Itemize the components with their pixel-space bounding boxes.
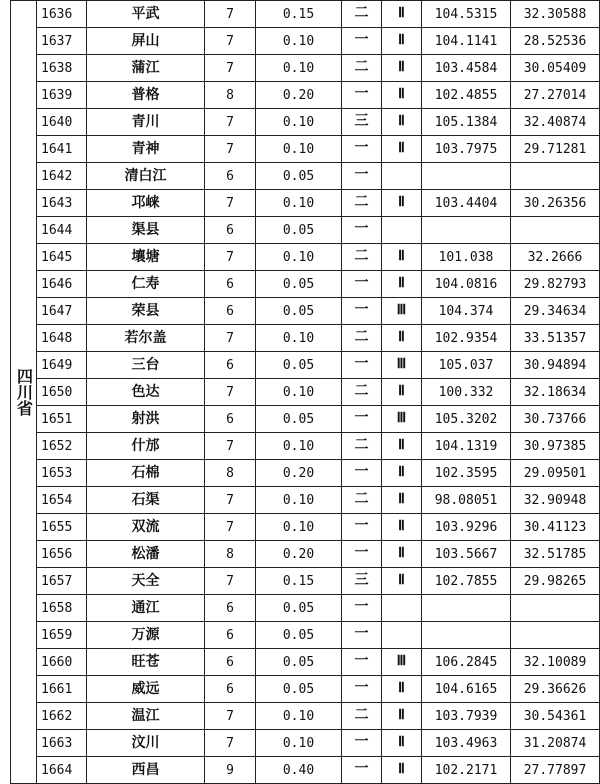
latitude-cell: 30.94894 <box>511 352 600 379</box>
station-code-cell: 1649 <box>37 352 87 379</box>
intensity-cell: 7 <box>205 730 256 757</box>
acceleration-cell: 0.10 <box>256 703 342 730</box>
intensity-cell: 9 <box>205 757 256 784</box>
table-row <box>11 514 600 541</box>
longitude-cell: 106.2845 <box>422 649 511 676</box>
latitude-cell: 31.20874 <box>511 730 600 757</box>
acceleration-cell: 0.20 <box>256 460 342 487</box>
longitude-cell: 102.3595 <box>422 460 511 487</box>
longitude-cell: 103.4584 <box>422 55 511 82</box>
table-row <box>11 244 600 271</box>
station-name-cell: 石棉 <box>87 460 205 487</box>
acceleration-cell: 0.05 <box>256 352 342 379</box>
latitude-cell: 29.71281 <box>511 136 600 163</box>
longitude-cell: 103.7939 <box>422 703 511 730</box>
longitude-cell: 105.1384 <box>422 109 511 136</box>
station-code-cell: 1646 <box>37 271 87 298</box>
intensity-cell: 6 <box>205 271 256 298</box>
intensity-cell: 8 <box>205 460 256 487</box>
longitude-cell: 103.4963 <box>422 730 511 757</box>
latitude-cell <box>511 595 600 622</box>
acceleration-cell: 0.05 <box>256 163 342 190</box>
site-class-cell: Ⅲ <box>382 406 422 433</box>
acceleration-cell: 0.10 <box>256 433 342 460</box>
design-group-cell: 一 <box>342 757 382 784</box>
latitude-cell: 29.82793 <box>511 271 600 298</box>
intensity-cell: 7 <box>205 28 256 55</box>
design-group-cell: 一 <box>342 595 382 622</box>
station-code-cell: 1654 <box>37 487 87 514</box>
latitude-cell: 29.09501 <box>511 460 600 487</box>
station-name-cell: 平武 <box>87 1 205 28</box>
site-class-cell: Ⅱ <box>382 55 422 82</box>
station-code-cell: 1650 <box>37 379 87 406</box>
table-row <box>11 1 600 28</box>
station-code-cell: 1658 <box>37 595 87 622</box>
station-name-cell: 青神 <box>87 136 205 163</box>
design-group-cell: 一 <box>342 163 382 190</box>
site-class-cell <box>382 622 422 649</box>
station-name-cell: 温江 <box>87 703 205 730</box>
acceleration-cell: 0.05 <box>256 298 342 325</box>
intensity-cell: 6 <box>205 595 256 622</box>
acceleration-cell: 0.10 <box>256 109 342 136</box>
acceleration-cell: 0.10 <box>256 325 342 352</box>
intensity-cell: 6 <box>205 163 256 190</box>
station-code-cell: 1655 <box>37 514 87 541</box>
intensity-cell: 7 <box>205 55 256 82</box>
site-class-cell: Ⅱ <box>382 541 422 568</box>
station-name-cell: 色达 <box>87 379 205 406</box>
station-code-cell: 1638 <box>37 55 87 82</box>
station-name-cell: 若尔盖 <box>87 325 205 352</box>
design-group-cell: 二 <box>342 1 382 28</box>
latitude-cell: 32.2666 <box>511 244 600 271</box>
station-name-cell: 西昌 <box>87 757 205 784</box>
design-group-cell: 一 <box>342 28 382 55</box>
acceleration-cell: 0.05 <box>256 649 342 676</box>
site-class-cell <box>382 595 422 622</box>
latitude-cell: 32.40874 <box>511 109 600 136</box>
design-group-cell: 一 <box>342 217 382 244</box>
station-name-cell: 汶川 <box>87 730 205 757</box>
longitude-cell: 102.4855 <box>422 82 511 109</box>
latitude-cell: 33.51357 <box>511 325 600 352</box>
site-class-cell: Ⅱ <box>382 676 422 703</box>
latitude-cell: 27.77897 <box>511 757 600 784</box>
table-row <box>11 676 600 703</box>
station-name-cell: 青川 <box>87 109 205 136</box>
design-group-cell: 一 <box>342 676 382 703</box>
acceleration-cell: 0.10 <box>256 730 342 757</box>
station-code-cell: 1647 <box>37 298 87 325</box>
table-row <box>11 406 600 433</box>
longitude-cell: 102.7855 <box>422 568 511 595</box>
station-code-cell: 1652 <box>37 433 87 460</box>
site-class-cell: Ⅱ <box>382 730 422 757</box>
longitude-cell <box>422 217 511 244</box>
intensity-cell: 6 <box>205 406 256 433</box>
site-class-cell: Ⅲ <box>382 352 422 379</box>
acceleration-cell: 0.05 <box>256 406 342 433</box>
design-group-cell: 一 <box>342 730 382 757</box>
table-row <box>11 433 600 460</box>
design-group-cell: 一 <box>342 406 382 433</box>
design-group-cell: 一 <box>342 514 382 541</box>
longitude-cell <box>422 622 511 649</box>
station-name-cell: 双流 <box>87 514 205 541</box>
latitude-cell <box>511 163 600 190</box>
station-name-cell: 万源 <box>87 622 205 649</box>
station-code-cell: 1636 <box>37 1 87 28</box>
latitude-cell <box>511 622 600 649</box>
station-code-cell: 1659 <box>37 622 87 649</box>
site-class-cell: Ⅲ <box>382 649 422 676</box>
station-code-cell: 1657 <box>37 568 87 595</box>
table-row <box>11 190 600 217</box>
station-code-cell: 1642 <box>37 163 87 190</box>
station-code-cell: 1639 <box>37 82 87 109</box>
latitude-cell: 30.73766 <box>511 406 600 433</box>
table-row <box>11 379 600 406</box>
design-group-cell: 二 <box>342 190 382 217</box>
table-row <box>11 28 600 55</box>
design-group-cell: 一 <box>342 271 382 298</box>
intensity-cell: 6 <box>205 298 256 325</box>
table-row <box>11 541 600 568</box>
site-class-cell: Ⅱ <box>382 757 422 784</box>
acceleration-cell: 0.10 <box>256 244 342 271</box>
longitude-cell: 100.332 <box>422 379 511 406</box>
acceleration-cell: 0.40 <box>256 757 342 784</box>
design-group-cell: 一 <box>342 136 382 163</box>
design-group-cell: 一 <box>342 541 382 568</box>
site-class-cell: Ⅱ <box>382 190 422 217</box>
longitude-cell <box>422 163 511 190</box>
intensity-cell: 7 <box>205 703 256 730</box>
design-group-cell: 二 <box>342 325 382 352</box>
latitude-cell: 27.27014 <box>511 82 600 109</box>
acceleration-cell: 0.10 <box>256 190 342 217</box>
design-group-cell: 一 <box>342 298 382 325</box>
longitude-cell: 103.9296 <box>422 514 511 541</box>
longitude-cell: 105.3202 <box>422 406 511 433</box>
table-row <box>11 136 600 163</box>
latitude-cell: 30.05409 <box>511 55 600 82</box>
design-group-cell: 二 <box>342 433 382 460</box>
design-group-cell: 二 <box>342 703 382 730</box>
acceleration-cell: 0.05 <box>256 676 342 703</box>
site-class-cell: Ⅱ <box>382 82 422 109</box>
site-class-cell: Ⅱ <box>382 433 422 460</box>
station-code-cell: 1653 <box>37 460 87 487</box>
station-name-cell: 射洪 <box>87 406 205 433</box>
station-code-cell: 1660 <box>37 649 87 676</box>
latitude-cell: 29.98265 <box>511 568 600 595</box>
acceleration-cell: 0.10 <box>256 379 342 406</box>
station-name-cell: 邛崃 <box>87 190 205 217</box>
intensity-cell: 7 <box>205 514 256 541</box>
intensity-cell: 6 <box>205 676 256 703</box>
acceleration-cell: 0.20 <box>256 541 342 568</box>
table-row <box>11 703 600 730</box>
station-name-cell: 清白江 <box>87 163 205 190</box>
station-name-cell: 蒲江 <box>87 55 205 82</box>
station-name-cell: 石渠 <box>87 487 205 514</box>
station-code-cell: 1656 <box>37 541 87 568</box>
intensity-cell: 7 <box>205 487 256 514</box>
longitude-cell: 98.08051 <box>422 487 511 514</box>
acceleration-cell: 0.05 <box>256 271 342 298</box>
station-code-cell: 1637 <box>37 28 87 55</box>
table-row <box>11 325 600 352</box>
longitude-cell: 104.1319 <box>422 433 511 460</box>
site-class-cell: Ⅱ <box>382 325 422 352</box>
site-class-cell <box>382 217 422 244</box>
station-code-cell: 1644 <box>37 217 87 244</box>
longitude-cell: 101.038 <box>422 244 511 271</box>
station-name-cell: 渠县 <box>87 217 205 244</box>
station-name-cell: 天全 <box>87 568 205 595</box>
longitude-cell: 103.5667 <box>422 541 511 568</box>
table-row <box>11 487 600 514</box>
station-name-cell: 屏山 <box>87 28 205 55</box>
table-row <box>11 622 600 649</box>
intensity-cell: 8 <box>205 541 256 568</box>
site-class-cell: Ⅱ <box>382 28 422 55</box>
latitude-cell: 32.51785 <box>511 541 600 568</box>
site-class-cell: Ⅱ <box>382 487 422 514</box>
acceleration-cell: 0.10 <box>256 136 342 163</box>
intensity-cell: 7 <box>205 1 256 28</box>
design-group-cell: 一 <box>342 460 382 487</box>
station-code-cell: 1645 <box>37 244 87 271</box>
table-row <box>11 217 600 244</box>
design-group-cell: 二 <box>342 244 382 271</box>
intensity-cell: 7 <box>205 379 256 406</box>
design-group-cell: 二 <box>342 487 382 514</box>
station-code-cell: 1661 <box>37 676 87 703</box>
station-name-cell: 仁寿 <box>87 271 205 298</box>
station-code-cell: 1651 <box>37 406 87 433</box>
intensity-cell: 6 <box>205 649 256 676</box>
station-name-cell: 荣县 <box>87 298 205 325</box>
latitude-cell: 29.36626 <box>511 676 600 703</box>
latitude-cell: 29.34634 <box>511 298 600 325</box>
latitude-cell: 30.26356 <box>511 190 600 217</box>
longitude-cell: 103.7975 <box>422 136 511 163</box>
table-row <box>11 55 600 82</box>
longitude-cell: 105.037 <box>422 352 511 379</box>
site-class-cell: Ⅲ <box>382 298 422 325</box>
station-name-cell: 什邡 <box>87 433 205 460</box>
station-code-cell: 1663 <box>37 730 87 757</box>
site-class-cell: Ⅱ <box>382 568 422 595</box>
station-code-cell: 1643 <box>37 190 87 217</box>
longitude-cell: 102.2171 <box>422 757 511 784</box>
longitude-cell: 104.6165 <box>422 676 511 703</box>
table-row <box>11 460 600 487</box>
station-code-cell: 1662 <box>37 703 87 730</box>
table-row <box>11 271 600 298</box>
table-row <box>11 163 600 190</box>
province-cell: 四川省 <box>11 1 37 784</box>
station-name-cell: 通江 <box>87 595 205 622</box>
acceleration-cell: 0.15 <box>256 1 342 28</box>
station-code-cell: 1648 <box>37 325 87 352</box>
design-group-cell: 三 <box>342 109 382 136</box>
acceleration-cell: 0.10 <box>256 55 342 82</box>
longitude-cell: 104.0816 <box>422 271 511 298</box>
table-row <box>11 352 600 379</box>
longitude-cell: 102.9354 <box>422 325 511 352</box>
latitude-cell: 28.52536 <box>511 28 600 55</box>
table-row <box>11 595 600 622</box>
station-code-cell: 1641 <box>37 136 87 163</box>
site-class-cell: Ⅱ <box>382 514 422 541</box>
acceleration-cell: 0.20 <box>256 82 342 109</box>
acceleration-cell: 0.10 <box>256 514 342 541</box>
seismic-parameter-table <box>10 0 600 784</box>
intensity-cell: 7 <box>205 136 256 163</box>
design-group-cell: 一 <box>342 622 382 649</box>
intensity-cell: 7 <box>205 244 256 271</box>
station-name-cell: 威远 <box>87 676 205 703</box>
intensity-cell: 6 <box>205 352 256 379</box>
site-class-cell: Ⅱ <box>382 1 422 28</box>
intensity-cell: 8 <box>205 82 256 109</box>
longitude-cell: 104.1141 <box>422 28 511 55</box>
site-class-cell <box>382 163 422 190</box>
table-body <box>11 1 600 784</box>
site-class-cell: Ⅱ <box>382 703 422 730</box>
latitude-cell <box>511 217 600 244</box>
table-row <box>11 109 600 136</box>
design-group-cell: 一 <box>342 649 382 676</box>
site-class-cell: Ⅱ <box>382 271 422 298</box>
latitude-cell: 30.54361 <box>511 703 600 730</box>
intensity-cell: 6 <box>205 622 256 649</box>
site-class-cell: Ⅱ <box>382 109 422 136</box>
station-code-cell: 1664 <box>37 757 87 784</box>
design-group-cell: 二 <box>342 55 382 82</box>
site-class-cell: Ⅱ <box>382 460 422 487</box>
latitude-cell: 32.10089 <box>511 649 600 676</box>
table-row <box>11 757 600 784</box>
longitude-cell <box>422 595 511 622</box>
acceleration-cell: 0.15 <box>256 568 342 595</box>
station-name-cell: 壤塘 <box>87 244 205 271</box>
table-row <box>11 649 600 676</box>
acceleration-cell: 0.05 <box>256 595 342 622</box>
design-group-cell: 二 <box>342 379 382 406</box>
design-group-cell: 一 <box>342 82 382 109</box>
intensity-cell: 7 <box>205 568 256 595</box>
acceleration-cell: 0.10 <box>256 28 342 55</box>
station-code-cell: 1640 <box>37 109 87 136</box>
acceleration-cell: 0.10 <box>256 487 342 514</box>
latitude-cell: 30.41123 <box>511 514 600 541</box>
acceleration-cell: 0.05 <box>256 622 342 649</box>
longitude-cell: 103.4404 <box>422 190 511 217</box>
table-row <box>11 568 600 595</box>
latitude-cell: 32.30588 <box>511 1 600 28</box>
site-class-cell: Ⅱ <box>382 379 422 406</box>
table-row <box>11 82 600 109</box>
latitude-cell: 30.97385 <box>511 433 600 460</box>
acceleration-cell: 0.05 <box>256 217 342 244</box>
site-class-cell: Ⅱ <box>382 136 422 163</box>
station-name-cell: 普格 <box>87 82 205 109</box>
latitude-cell: 32.90948 <box>511 487 600 514</box>
table-row <box>11 298 600 325</box>
table-row <box>11 730 600 757</box>
longitude-cell: 104.5315 <box>422 1 511 28</box>
intensity-cell: 7 <box>205 433 256 460</box>
design-group-cell: 三 <box>342 568 382 595</box>
station-name-cell: 松潘 <box>87 541 205 568</box>
station-name-cell: 三台 <box>87 352 205 379</box>
station-name-cell: 旺苍 <box>87 649 205 676</box>
site-class-cell: Ⅱ <box>382 244 422 271</box>
intensity-cell: 7 <box>205 190 256 217</box>
intensity-cell: 7 <box>205 325 256 352</box>
longitude-cell: 104.374 <box>422 298 511 325</box>
intensity-cell: 6 <box>205 217 256 244</box>
intensity-cell: 7 <box>205 109 256 136</box>
latitude-cell: 32.18634 <box>511 379 600 406</box>
design-group-cell: 一 <box>342 352 382 379</box>
